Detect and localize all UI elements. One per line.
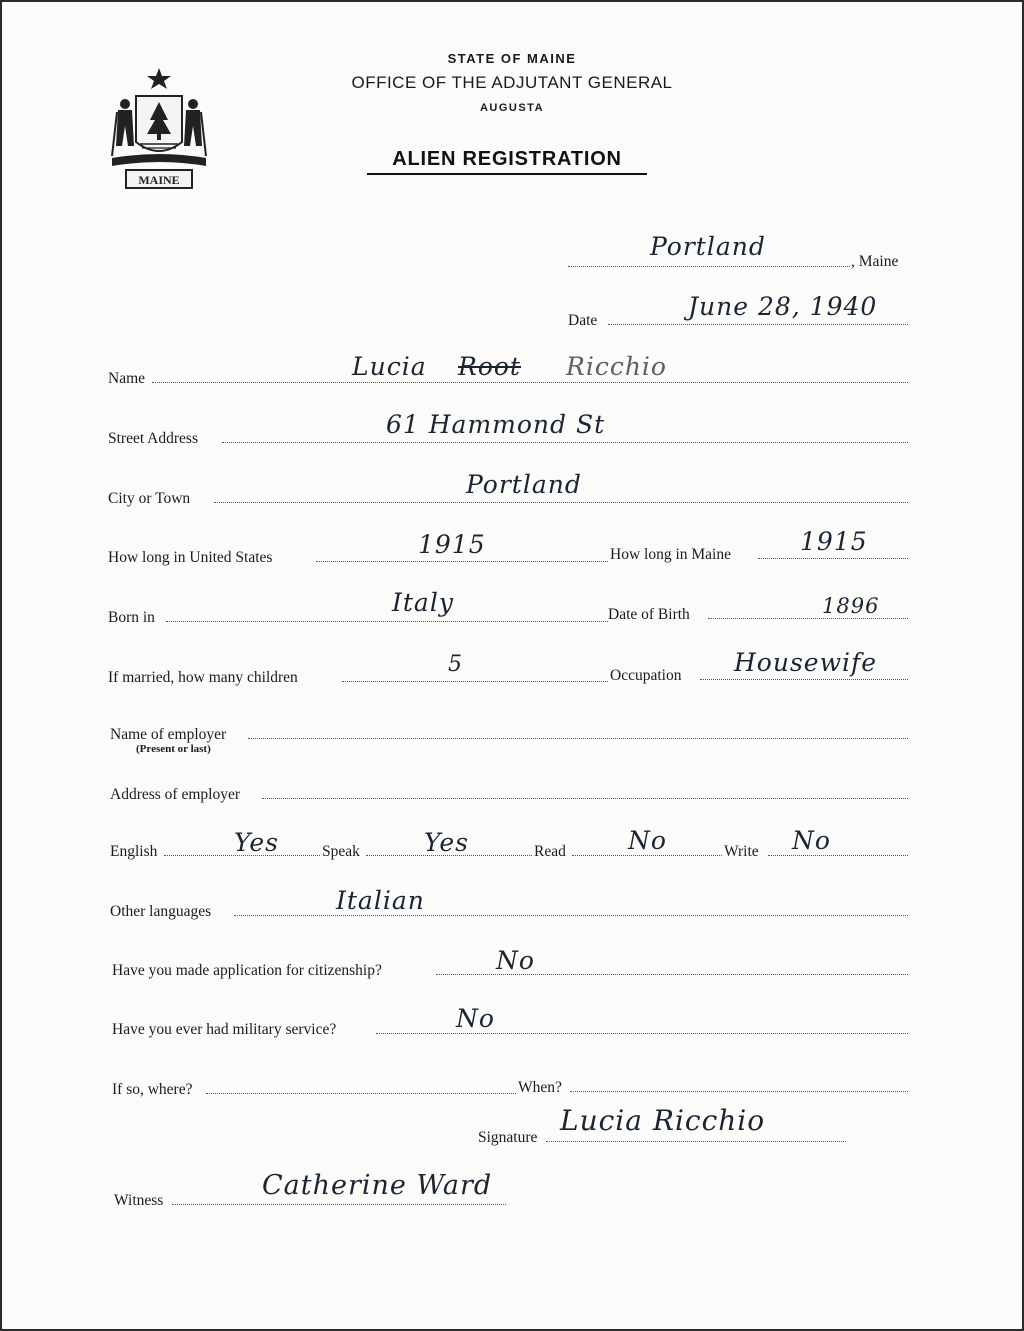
english-value: Yes	[234, 828, 279, 857]
children-label: If married, how many children	[108, 669, 298, 686]
place-suffix-label: , Maine	[851, 253, 899, 270]
street-address-line	[222, 442, 908, 443]
children-line	[342, 681, 608, 682]
citizenship-value: No	[496, 946, 535, 975]
read-line	[572, 855, 722, 856]
form-title: ALIEN REGISTRATION	[367, 148, 647, 175]
occupation-line	[700, 679, 908, 680]
maine-duration-value: 1915	[800, 527, 868, 556]
speak-value: Yes	[424, 828, 469, 857]
english-label: English	[110, 843, 158, 860]
witness-line	[172, 1204, 506, 1205]
when-label: When?	[518, 1079, 562, 1096]
write-line	[768, 855, 908, 856]
name-first-value: Lucia	[352, 352, 427, 381]
date-of-birth-label: Date of Birth	[608, 606, 690, 623]
header-state: STATE OF MAINE	[447, 51, 577, 66]
children-value: 5	[448, 652, 463, 677]
other-languages-line	[234, 915, 908, 916]
read-value: No	[628, 826, 667, 855]
employer-address-line	[262, 798, 908, 799]
employer-line	[248, 738, 908, 739]
street-address-value: 61 Hammond St	[386, 410, 606, 439]
born-in-label: Born in	[108, 609, 155, 626]
employer-address-label: Address of employer	[110, 786, 240, 803]
witness-value: Catherine Ward	[262, 1170, 493, 1201]
military-line	[376, 1033, 908, 1034]
born-in-value: Italy	[392, 588, 454, 617]
signature-line	[546, 1141, 846, 1142]
speak-label: Speak	[322, 843, 360, 860]
us-duration-line	[316, 561, 608, 562]
place-value: Portland	[650, 232, 766, 261]
write-label: Write	[724, 843, 759, 860]
signature-label: Signature	[478, 1129, 538, 1146]
military-value: No	[456, 1004, 495, 1033]
other-languages-value: Italian	[336, 886, 425, 915]
where-line	[206, 1093, 516, 1094]
date-value: June 28, 1940	[688, 292, 878, 321]
employer-sub-label: (Present or last)	[136, 743, 211, 755]
signature-value: Lucia Ricchio	[560, 1104, 766, 1137]
when-line	[570, 1091, 908, 1092]
occupation-value: Housewife	[734, 648, 878, 677]
name-line	[152, 382, 908, 383]
maine-duration-label: How long in Maine	[610, 546, 731, 563]
header-city: AUGUSTA	[479, 102, 545, 114]
place-line	[568, 266, 850, 267]
read-label: Read	[534, 843, 566, 860]
where-label: If so, where?	[112, 1081, 193, 1098]
name-last-value: Ricchio	[566, 352, 667, 381]
date-label: Date	[568, 312, 598, 329]
city-line	[214, 502, 908, 503]
military-label: Have you ever had military service?	[112, 1021, 337, 1038]
citizenship-label: Have you made application for citizenship?	[112, 962, 382, 979]
us-duration-value: 1915	[418, 530, 486, 559]
date-of-birth-line	[708, 618, 908, 619]
maine-duration-line	[758, 558, 908, 559]
name-struck-value: Root	[458, 352, 521, 381]
seal-banner-text: MAINE	[138, 173, 180, 187]
write-value: No	[792, 826, 831, 855]
witness-label: Witness	[114, 1192, 164, 1209]
name-label: Name	[108, 370, 146, 387]
city-label: City or Town	[108, 490, 191, 507]
city-value: Portland	[466, 470, 582, 499]
header-office: OFFICE OF THE ADJUTANT GENERAL	[351, 73, 673, 92]
born-in-line	[166, 621, 608, 622]
us-duration-label: How long in United States	[108, 549, 273, 566]
occupation-label: Occupation	[610, 667, 682, 684]
date-line	[608, 324, 908, 325]
street-address-label: Street Address	[108, 430, 198, 447]
date-of-birth-value: 1896	[822, 594, 880, 618]
other-languages-label: Other languages	[110, 903, 212, 920]
employer-label: Name of employer	[110, 726, 227, 743]
